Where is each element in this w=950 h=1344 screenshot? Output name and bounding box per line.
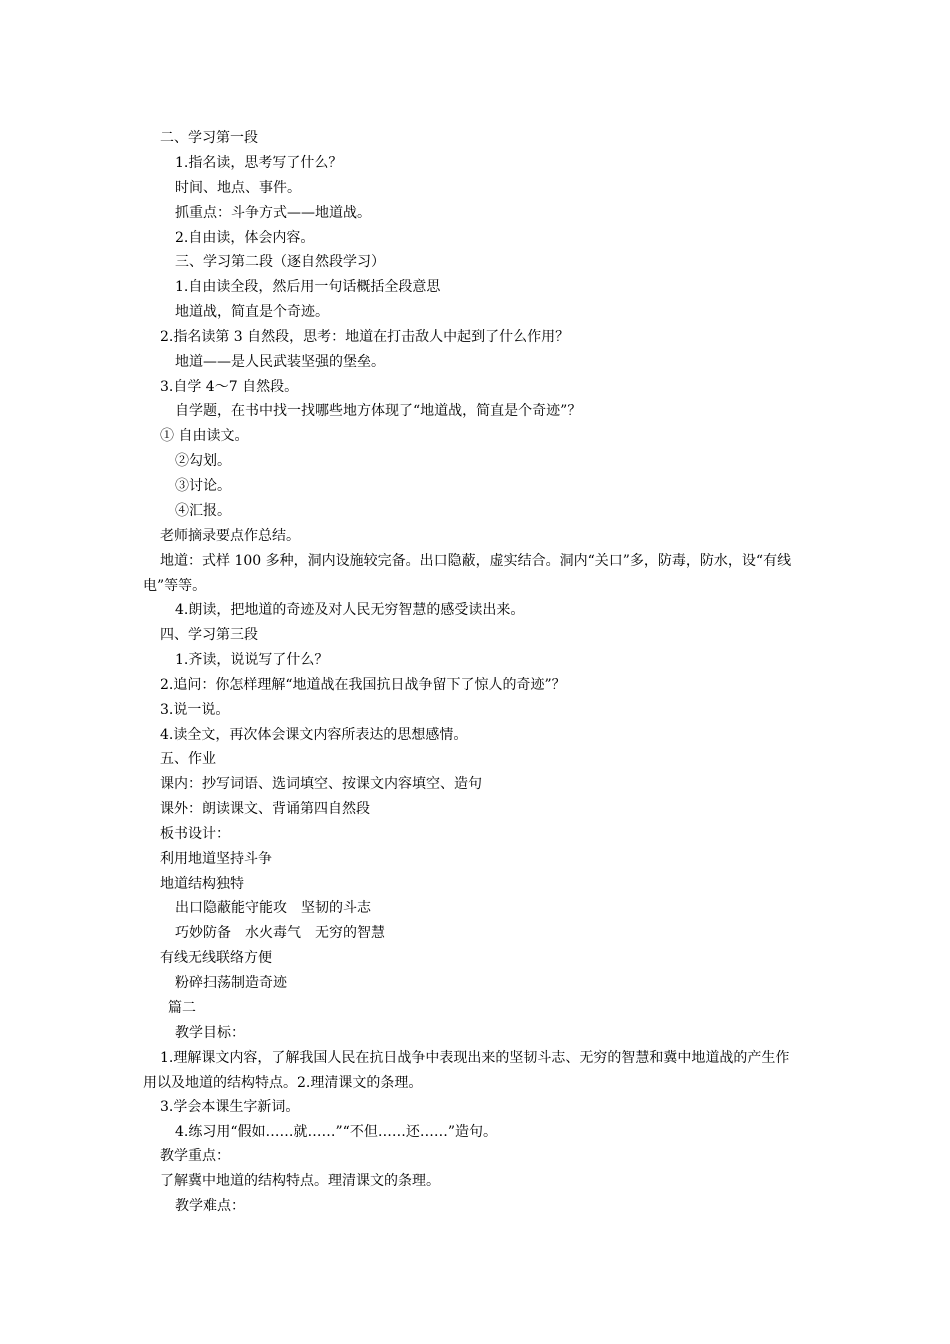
- key-points-heading: 教学重点：: [160, 1148, 230, 1164]
- text-line: 2.指名读第 3 自然段，思考：地道在打击敌人中起到了什么作用？: [160, 329, 570, 345]
- text-line: 了解冀中地道的结构特点。理清课文的条理。: [160, 1173, 440, 1189]
- text-line: 3.自学 4～7 自然段。: [160, 379, 299, 395]
- text-line: 地道——是人民武装坚强的堡垒。: [175, 354, 385, 370]
- text-line: 3.学会本课生字新词。: [160, 1099, 300, 1115]
- part-heading: 篇二: [168, 1000, 196, 1016]
- text-line: 4.读全文，再次体会课文内容所表达的思想感情。: [160, 727, 468, 743]
- section-heading-2: 二、学习第一段: [160, 130, 258, 146]
- text-line: 课内：抄写词语、选词填空、按课文内容填空、造句: [160, 776, 482, 792]
- list-item: ④汇报。: [175, 503, 231, 519]
- text-line: 1.自由读全段，然后用一句话概括全段意思: [175, 279, 441, 295]
- board-line: 出口隐蔽能守能攻 坚韧的斗志: [175, 900, 371, 916]
- text-line: 自学题，在书中找一找哪些地方体现了“地道战，简直是个奇迹”？: [175, 403, 582, 419]
- section-heading-5: 五、作业: [160, 751, 216, 767]
- text-line: 4.练习用“假如……就……”“不但……还……”造句。: [175, 1124, 497, 1140]
- text-line: 抓重点：斗争方式——地道战。: [175, 205, 371, 221]
- text-line: 2.追问：你怎样理解“地道战在我国抗日战争留下了惊人的奇迹”？: [160, 677, 566, 693]
- board-design-heading: 板书设计：: [160, 826, 230, 842]
- text-paragraph: 1.理解课文内容，了解我国人民在抗日战争中表现出来的坚韧斗志、无穷的智慧和冀中地道战的产生作用以及地道的结构特点。2.理清课文的条理。: [143, 1050, 790, 1091]
- text-line: 2.自由读，体会内容。: [175, 230, 315, 246]
- text-line: 地道战，简直是个奇迹。: [175, 304, 329, 320]
- text-line: 4.朗读，把地道的奇迹及对人民无穷智慧的感受读出来。: [175, 602, 525, 618]
- text-line: 老师摘录要点作总结。: [160, 528, 300, 544]
- board-line: 巧妙防备 水火毒气 无穷的智慧: [175, 925, 385, 941]
- section-heading-3: 三、学习第二段（逐自然段学习）: [175, 254, 385, 270]
- list-item: ②勾划。: [175, 453, 231, 469]
- section-heading-4: 四、学习第三段: [160, 627, 258, 643]
- text-line: 3.说一说。: [160, 702, 230, 718]
- list-item: ③讨论。: [175, 478, 231, 494]
- list-item: ① 自由读文。: [160, 428, 249, 444]
- objectives-heading: 教学目标：: [175, 1025, 245, 1041]
- text-line: 1.齐读，说说写了什么？: [175, 652, 329, 668]
- board-line: 粉碎扫荡制造奇迹: [175, 975, 287, 991]
- text-line: 课外：朗读课文、背诵第四自然段: [160, 801, 370, 817]
- text-line: 1.指名读，思考写了什么？: [175, 155, 343, 171]
- board-line: 有线无线联络方便: [160, 950, 272, 966]
- text-line: 时间、地点、事件。: [175, 180, 301, 196]
- board-line: 利用地道坚持斗争: [160, 851, 272, 867]
- board-line: 地道结构独特: [160, 876, 244, 892]
- difficulties-heading: 教学难点：: [175, 1198, 245, 1214]
- text-paragraph: 地道：式样 100 多种，洞内设施较完备。出口隐蔽，虚实结合。洞内“关口”多，防毒，防水，设“有线电”等等。: [143, 553, 792, 594]
